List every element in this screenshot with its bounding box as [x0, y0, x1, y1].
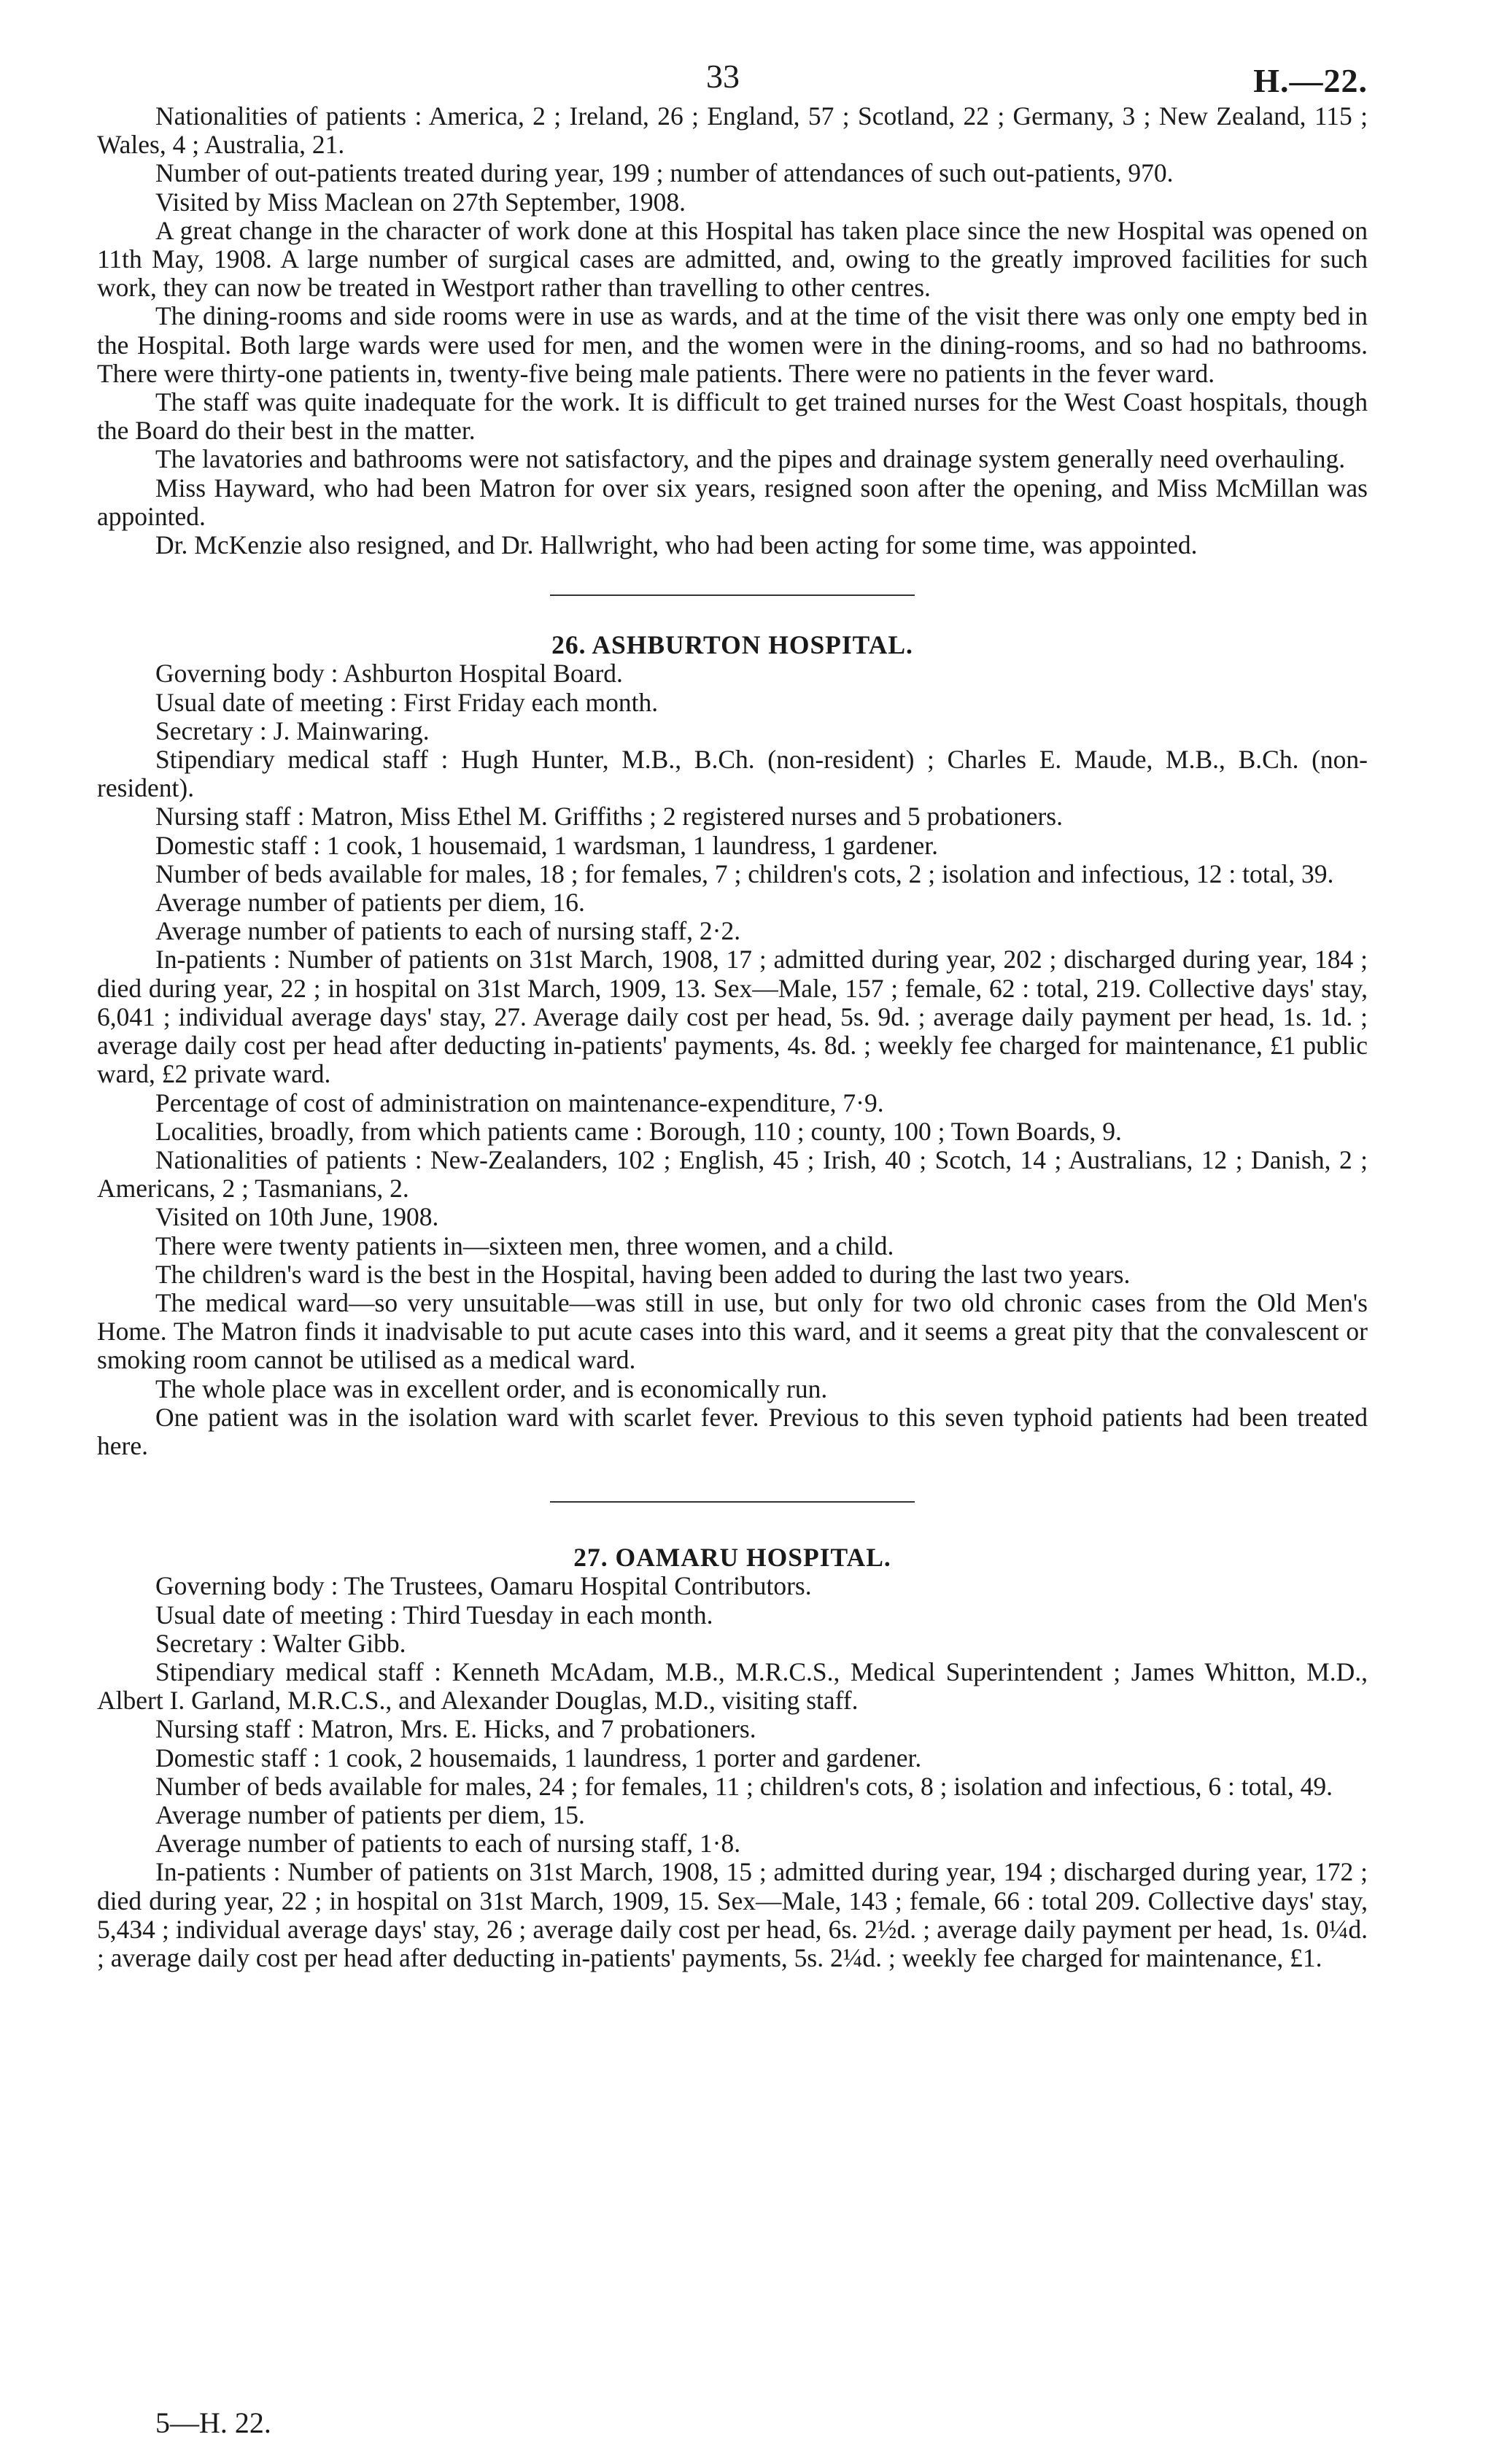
- paragraph: Visited on 10th June, 1908.: [155, 1202, 439, 1232]
- section-title: 27. OAMARU HOSPITAL.: [573, 1543, 891, 1573]
- paragraph: Average number of patients to each of nursing staff, 2·2.: [155, 916, 741, 946]
- paragraph: Secretary : J. Mainwaring.: [155, 716, 430, 745]
- paragraph: The dining-rooms and side rooms were in use as wards, and at the time of the visit there was only one empty bed in the Hospital. Both large wards were used for men, and the women were in the dining-rooms, and so had no bathrooms. There were thirty-one patients in, twenty-five being male patients. There were no patients in the fever ward.: [97, 301, 1368, 388]
- intro-block: [97, 102, 1368, 559]
- paragraph: One patient was in the isolation ward with scarlet fever. Previous to this seven typhoid patients had been treated here.: [97, 1402, 1368, 1460]
- paragraph: Average number of patients per diem, 15.: [155, 1799, 585, 1829]
- paragraph: Localities, broadly, from which patients came : Borough, 110 ; county, 100 ; Town Boards, 9.: [155, 1116, 1122, 1146]
- paragraph: Nationalities of patients : America, 2 ; Ireland, 26 ; England, 57 ; Scotland, 22 ; Germany, 3 ; New Zealand, 115 ; Wales, 4 ; Australia, 21.: [97, 101, 1368, 160]
- section-ashburton: [97, 631, 1368, 1460]
- paragraph: Number of beds available for males, 18 ; for females, 7 ; children's cots, 2 ; isolation and infectious, 12 : total, 39.: [155, 859, 1334, 888]
- paragraph: Visited by Miss Maclean on 27th September, 1908.: [155, 187, 686, 217]
- paragraph: Governing body : The Trustees, Oamaru Hospital Contributors.: [155, 1571, 812, 1601]
- paragraph: Usual date of meeting : Third Tuesday in each month.: [155, 1600, 713, 1630]
- paragraph: Average number of patients per diem, 16.: [155, 888, 585, 918]
- paragraph: Miss Hayward, who had been Matron for over six years, resigned soon after the opening, and Miss McMillan was appointed.: [97, 473, 1368, 531]
- paragraph: The whole place was in excellent order, and is economically run.: [155, 1374, 828, 1403]
- paragraph: In-patients : Number of patients on 31st March, 1908, 17 ; admitted during year, 202 ; discharged during year, 184 ; died during year, 22 ; in hospital on 31st March, 1909, 13. Sex—Male, 157 ; female, 62 : total, 219. Collective days' stay, 6,041 ; individual average days' stay, 27. Average daily cost per head, 5s. 9d. ; average daily payment per head, 1s. 1d. ; average daily cost per head after deducting in-patients' payments, 4s. 8d. ; weekly fee charged for maintenance, £1 public ward, £2 private ward.: [97, 945, 1368, 1089]
- paragraph: Domestic staff : 1 cook, 1 housemaid, 1 wardsman, 1 laundress, 1 gardener.: [155, 830, 938, 860]
- paragraph: Percentage of cost of administration on maintenance-expenditure, 7·9.: [155, 1088, 884, 1117]
- paragraph: Nursing staff : Matron, Mrs. E. Hicks, and 7 probationers.: [155, 1714, 756, 1744]
- section-divider: [550, 1501, 915, 1503]
- paragraph: The children's ward is the best in the Hospital, having been added to during the last two years.: [155, 1259, 1131, 1289]
- paragraph: In-patients : Number of patients on 31st March, 1908, 15 ; admitted during year, 194 ; discharged during year, 172 ; died during year, 22 ; in hospital on 31st March, 1909, 15. Sex—Male, 143 ; female, 66 : total 209. Collective days' stay, 5,434 ; individual average days' stay, 26 ; average daily cost per head, 6s. 2½d. ; average daily payment per head, 1s. 0¼d. ; average daily cost per head after deducting in-patients' payments, 5s. 2¼d. ; weekly fee charged for maintenance, £1.: [97, 1857, 1368, 1972]
- paragraph: The staff was quite inadequate for the work. It is difficult to get trained nurses for the West Coast hospitals, though the Board do their best in the matter.: [97, 387, 1368, 446]
- section-divider: [550, 594, 915, 596]
- section-title: 26. ASHBURTON HOSPITAL.: [551, 630, 913, 660]
- signature-mark: 5—H. 22.: [155, 2406, 271, 2439]
- paragraph: Number of out-patients treated during year, 199 ; number of attendances of such out-patients, 970.: [155, 158, 1174, 188]
- paragraph: Nationalities of patients : New-Zealanders, 102 ; English, 45 ; Irish, 40 ; Scotch, 14 ; Australians, 12 ; Danish, 2 ; Americans, 2 ; Tasmanians, 2.: [97, 1144, 1368, 1204]
- paragraph: Secretary : Walter Gibb.: [155, 1628, 406, 1658]
- paragraph: A great change in the character of work done at this Hospital has taken place since the new Hospital was opened on 11th May, 1908. A large number of surgical cases are admitted, and, owing to the greatly improved facilities for such work, they can now be treated in Westport rather than travelling to other centres.: [97, 215, 1368, 303]
- paragraph: Dr. McKenzie also resigned, and Dr. Hallwright, who had been acting for some time, was appointed.: [155, 530, 1198, 560]
- paragraph: Governing body : Ashburton Hospital Board.: [155, 659, 623, 689]
- paragraph: Domestic staff : 1 cook, 2 housemaids, 1 laundress, 1 porter and gardener.: [155, 1743, 922, 1773]
- paragraph: Usual date of meeting : First Friday each month.: [155, 687, 659, 717]
- paragraph: Stipendiary medical staff : Hugh Hunter, M.B., B.Ch. (non-resident) ; Charles E. Maude, M.B., B.Ch. (non-resident).: [97, 745, 1368, 803]
- paragraph: The medical ward—so very unsuitable—was still in use, but only for two old chronic cases from the Old Men's Home. The Matron finds it inadvisable to put acute cases into this ward, and it seems a great pity that the convalescent or smoking room cannot be utilised as a medical ward.: [97, 1287, 1368, 1375]
- paragraph: Average number of patients to each of nursing staff, 1·8.: [155, 1829, 741, 1859]
- paragraph: Number of beds available for males, 24 ; for females, 11 ; children's cots, 8 ; isolation and infectious, 6 : total, 49.: [155, 1771, 1333, 1801]
- paragraph: The lavatories and bathrooms were not satisfactory, and the pipes and drainage system generally need overhauling.: [155, 444, 1346, 474]
- page-body: [97, 102, 1368, 1972]
- section-oamaru: [97, 1543, 1368, 1972]
- paragraph: Nursing staff : Matron, Miss Ethel M. Griffiths ; 2 registered nurses and 5 probationers.: [155, 802, 1063, 832]
- document-reference: H.—22.: [1253, 62, 1368, 99]
- page-number: 33: [706, 58, 740, 95]
- paragraph: There were twenty patients in—sixteen men, three women, and a child.: [155, 1231, 894, 1260]
- paragraph: Stipendiary medical staff : Kenneth McAdam, M.B., M.R.C.S., Medical Superintendent ; James Whitton, M.D., Albert I. Garland, M.R.C.S., and Alexander Douglas, M.D., visiting staff.: [97, 1657, 1368, 1716]
